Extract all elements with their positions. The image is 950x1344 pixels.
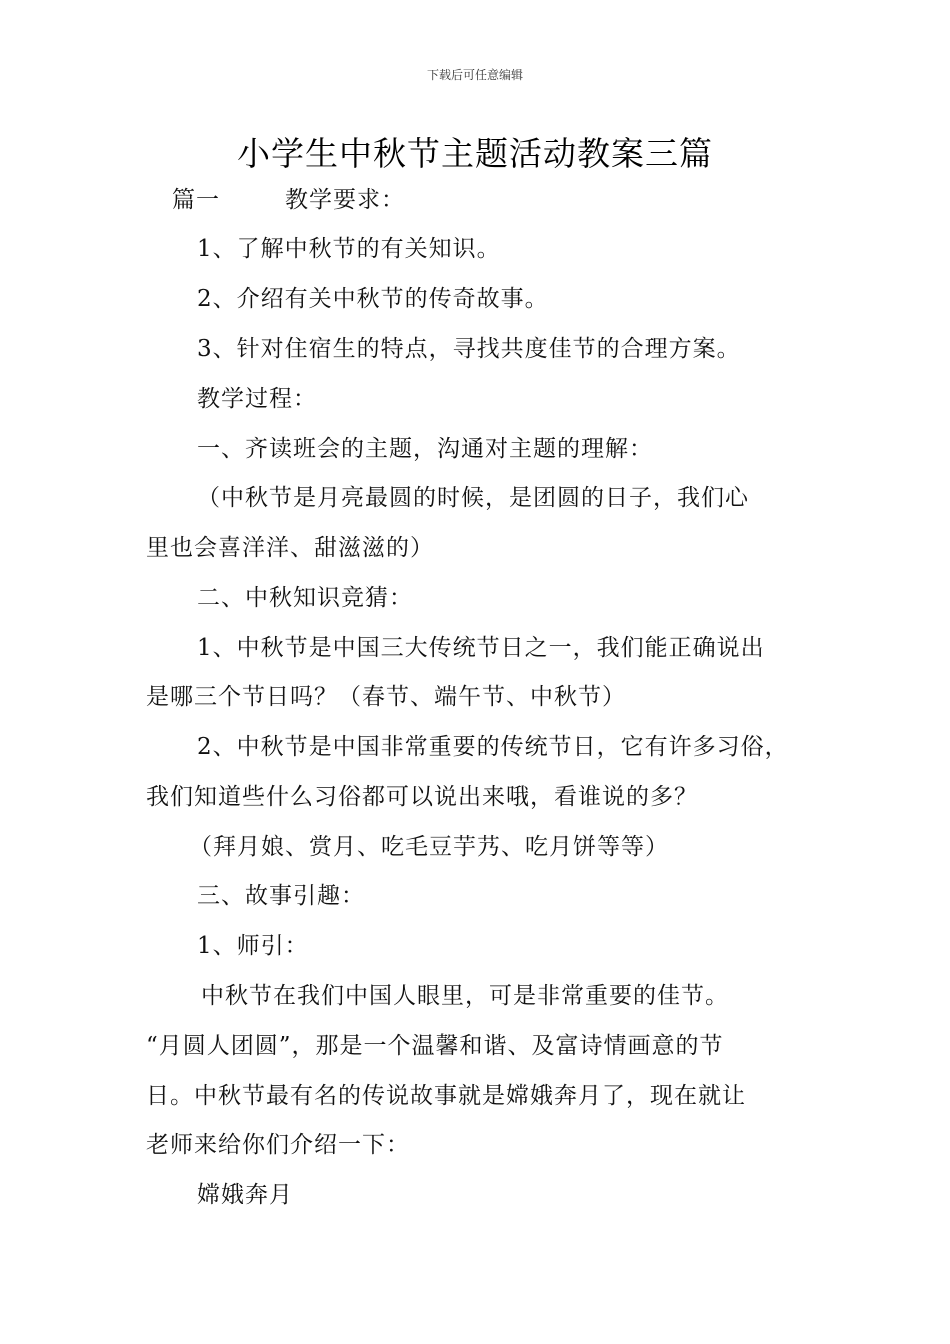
paragraph-line: 二、中秋知识竞猜： [197, 585, 413, 611]
paragraph-line: 嫦娥奔月 [197, 1182, 293, 1208]
paragraph-line: 中秋节在我们中国人眼里，可是非常重要的佳节。 [201, 983, 729, 1009]
section-label: 篇一 [172, 187, 220, 213]
paragraph-line: 里也会喜洋洋、甜滋滋的） [146, 535, 434, 561]
document-title: 小学生中秋节主题活动教案三篇 [237, 134, 713, 173]
paragraph-line: “月圆人团圆”，那是一个温馨和谐、及富诗情画意的节 [146, 1033, 724, 1059]
paragraph-line: 一、齐读班会的主题，沟通对主题的理解： [197, 436, 653, 462]
paragraph-line: 2、中秋节是中国非常重要的传统节日，它有许多习俗， [197, 734, 789, 760]
paragraph-line: 1、了解中秋节的有关知识。 [197, 236, 501, 262]
paragraph-line: 1、中秋节是中国三大传统节日之一，我们能正确说出 [197, 635, 765, 661]
paragraph-line: 2、介绍有关中秋节的传奇故事。 [197, 286, 549, 312]
paragraph-line: 教学要求： [285, 187, 405, 213]
paragraph-line: 是哪三个节日吗？（春节、端午节、中秋节） [146, 684, 626, 710]
paragraph-line: 我们知道些什么习俗都可以说出来哦，看谁说的多？ [146, 784, 698, 810]
paragraph-line: 3、针对住宿生的特点，寻找共度佳节的合理方案。 [197, 336, 741, 362]
paragraph-line: （拜月娘、赏月、吃毛豆芋艿、吃月饼等等） [189, 834, 669, 860]
paragraph-line: 1、师引： [197, 933, 309, 959]
header-note: 下载后可任意编辑 [426, 68, 523, 82]
paragraph-line: 三、故事引趣： [197, 883, 365, 909]
paragraph-line: （中秋节是月亮最圆的时候，是团圆的日子，我们心 [197, 485, 749, 511]
paragraph-line: 日。中秋节最有名的传说故事就是嫦娥奔月了，现在就让 [146, 1083, 746, 1109]
paragraph-line: 教学过程： [197, 386, 317, 412]
paragraph-line: 老师来给你们介绍一下： [146, 1132, 410, 1158]
